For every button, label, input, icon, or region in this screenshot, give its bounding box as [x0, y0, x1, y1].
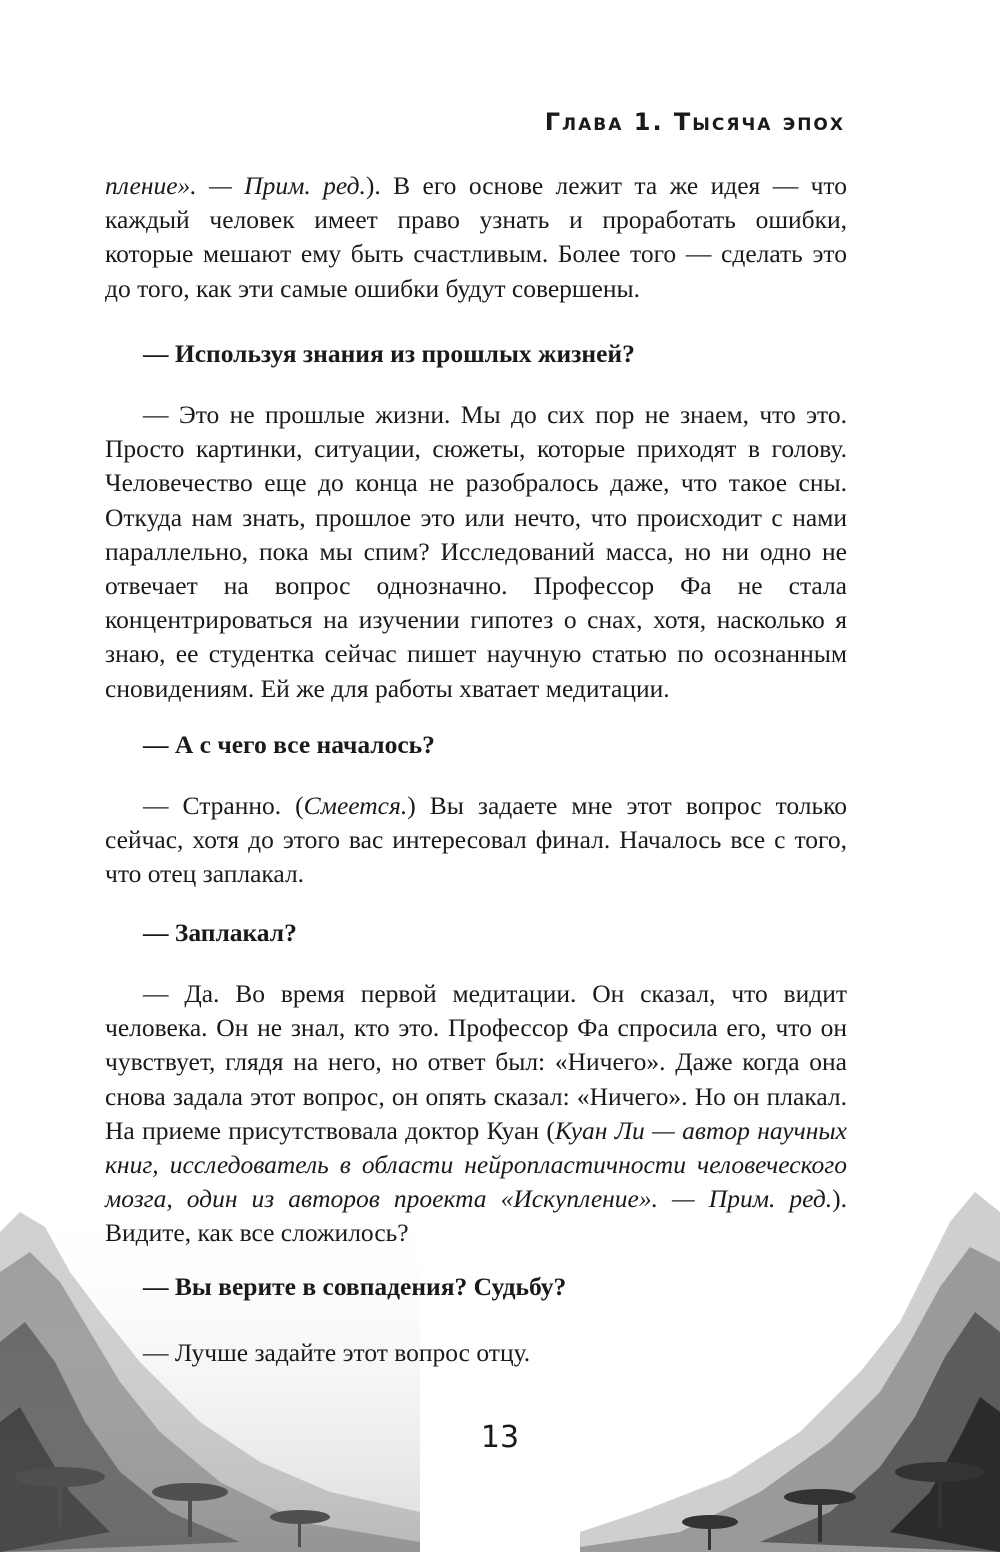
- stage-direction: Смеется.: [303, 791, 408, 820]
- interview-answer-3: — Да. Во время первой медитации. Он сказал, что видит человека. Он не знал, кто это. Профессор Фа спросила его, что он чувствует, глядя на него, но ответ был: «Ничего». Даже когда она снова задала этот вопрос, он опять сказал: «Ничего». Но он плакал. На приеме присутствовала доктор Куан (Куан Ли — автор научных книг, исследователь в области нейропластичности человеческого мозга, один из авторов проекта «Искупление». — Прим. ред.). Видите, как все сложилось?: [105, 979, 847, 1248]
- editor-note-fragment: пление». — Прим. ред.: [105, 171, 366, 200]
- interview-question-4: — Вы верите в совпадения? Судьбу?: [143, 1272, 567, 1301]
- interview-answer-2: — Странно. (Смеется.) Вы задаете мне этот вопрос только сейчас, хотя до этого вас интересовал финал. Началось все с того, что отец заплакал.: [105, 791, 847, 889]
- editor-note: Куан Ли — автор научных книг, исследователь в области нейропластичности человеческого мозга, один из авторов проекта «Искупление». — Прим. ред.: [105, 1115, 847, 1214]
- interview-answer-1: — Это не прошлые жизни. Мы до сих пор не знаем, что это. Просто картинки, ситуации, сюжеты, которые приходят в голову. Человечество еще до конца не разобралось даже, что такое сны. Откуда нам знать, прошлое это или нечто, что происходит с нами параллельно, пока мы спим? Исследований масса, но ни одно не отвечает на вопрос однозначно. Профессор Фа не стала концентрироваться на изучении гипотез о снах, хотя, насколько я знаю, ее студентка сейчас пишет научную статью по осознанным сновидениям. Ей же для работы хватает медитации.: [105, 400, 847, 703]
- running-header: Глава 1. Тысяча эпох: [544, 108, 845, 136]
- interview-question-3: — Заплакал?: [143, 918, 297, 947]
- interview-answer-4: — Лучше задайте этот вопрос отцу.: [143, 1338, 531, 1367]
- page-number: 13: [480, 1420, 520, 1455]
- interview-question-1: — Используя знания из прошлых жизней?: [143, 339, 635, 368]
- interview-question-2: — А с чего все началось?: [143, 730, 435, 759]
- paragraph-continuation: пление». — Прим. ред.). В его основе лежит та же идея — что каждый человек имеет право узнать и проработать ошибки, которые мешают ему быть счастливым. Более того — сделать это до того, как эти самые ошибки будут совершены.: [105, 171, 847, 303]
